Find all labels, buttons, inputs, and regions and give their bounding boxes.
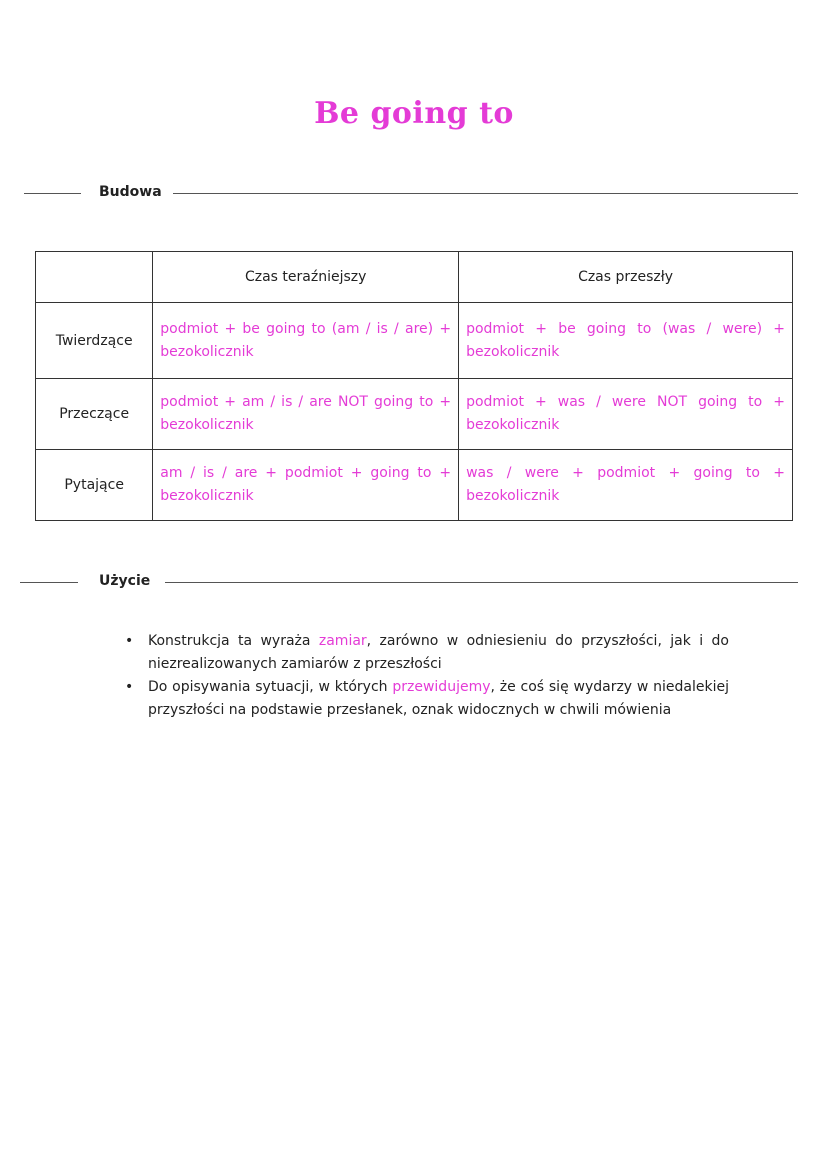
divider (20, 582, 78, 583)
usage-text: , że coś się wydarzy w niedalekiej przyszłości na podstawie przesłanek, oznak widocznych w chwili mówienia (148, 679, 730, 718)
divider (24, 193, 81, 194)
present-form-negative: podmiot + am / is / are NOT going to + bezokolicznik (153, 379, 459, 450)
usage-text: Do opisywania sytuacji, w których (148, 679, 393, 695)
usage-highlight: zamiar (318, 633, 367, 649)
usage-text: Konstrukcja ta wyraża (148, 633, 319, 649)
section-title-budowa: Budowa (99, 184, 162, 200)
present-form-affirmative: podmiot + be going to (am / is / are) + bezokolicznik (153, 303, 459, 379)
table-row (36, 379, 793, 450)
row-label-negative: Przeczące (36, 379, 153, 450)
row-label-interrogative: Pytające (36, 450, 153, 521)
section-heading-budowa (20, 184, 798, 204)
list-item (125, 630, 729, 676)
structure-table (35, 251, 793, 521)
table-header-past: Czas przeszły (459, 252, 793, 303)
table-row (36, 450, 793, 521)
row-label-affirmative: Twierdzące (36, 303, 153, 379)
table-header-row (36, 252, 793, 303)
usage-highlight: przewidujemy (392, 679, 491, 695)
past-form-affirmative: podmiot + be going to (was / were) + bezokolicznik (459, 303, 793, 379)
table-row (36, 303, 793, 379)
section-heading-uzycie (20, 573, 798, 593)
divider (173, 193, 798, 194)
bullet-icon: • (125, 679, 134, 695)
section-title-uzycie: Użycie (99, 573, 151, 589)
past-form-interrogative: was / were + podmiot + going to + bezokolicznik (459, 450, 793, 521)
table-header-present: Czas teraźniejszy (153, 252, 459, 303)
present-form-interrogative: am / is / are + podmiot + going to + bezokolicznik (153, 450, 459, 521)
usage-text: , zarówno w odniesieniu do przyszłości, jak i do niezrealizowanych zamiarów z przeszłości (148, 633, 729, 672)
table-header-empty (36, 252, 153, 303)
usage-list (125, 630, 729, 722)
bullet-icon: • (125, 633, 134, 649)
list-item (125, 676, 729, 722)
divider (165, 582, 798, 583)
page-title: Be going to (314, 96, 514, 131)
past-form-negative: podmiot + was / were NOT going to + bezokolicznik (459, 379, 793, 450)
